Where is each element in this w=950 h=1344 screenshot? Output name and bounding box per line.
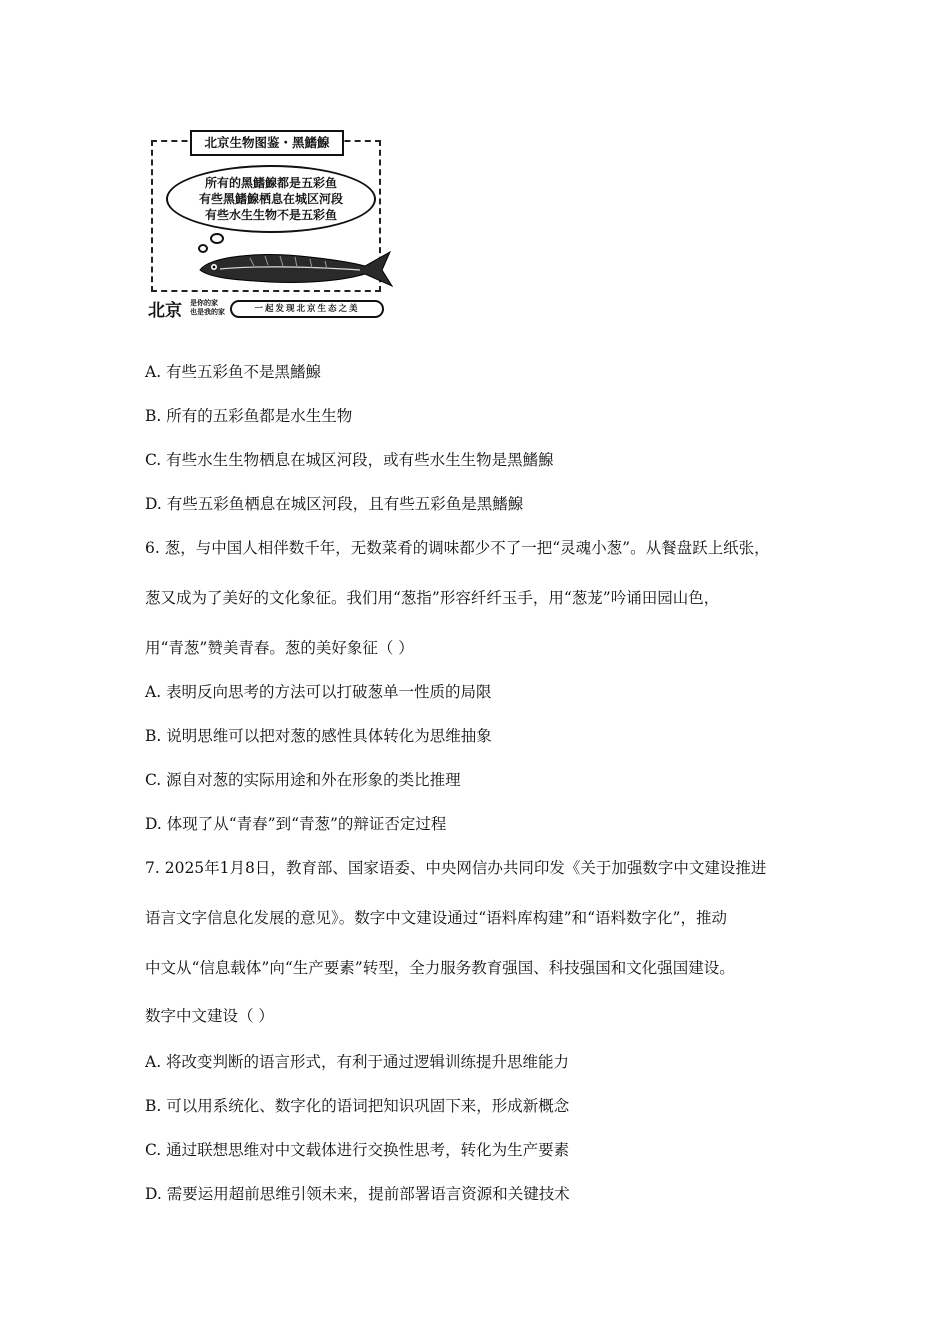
bubble-line-1: 所有的黑鰭鰁都是五彩鱼 <box>204 176 337 190</box>
footer-city: 北京 <box>148 301 182 321</box>
question-7-line-1: 7. 2025年1月8日，教育部、国家语委、中央网信办共同印发《关于加强数字中文建设推进 <box>145 859 767 877</box>
footer-small-2: 也是我的家 <box>190 308 225 316</box>
option-6a: A. 表明反向思考的方法可以打破葱单一性质的局限 <box>145 683 492 701</box>
footer-small-1: 是你的家 <box>190 299 218 307</box>
option-6b: B. 说明思维可以把对葱的感性具体转化为思维抽象 <box>145 727 492 745</box>
option-6c: C. 源自对葱的实际用途和外在形象的类比推理 <box>145 771 461 789</box>
bubble-line-2: 有些黑鰭鰁栖息在城区河段 <box>198 192 343 206</box>
fish-icon <box>190 242 395 292</box>
figure-title: 北京生物图鉴・黑鰭鰁 <box>190 130 344 156</box>
question-7-line-2: 语言文字信息化发展的意见》。数字中文建设通过“语料库构建”和“语料数字化”，推动 <box>145 909 727 927</box>
figure-footer <box>148 296 393 320</box>
question-7-line-4: 数字中文建设（ ） <box>145 1007 274 1025</box>
question-6-line-3: 用“青葱”赞美青春。葱的美好象征（ ） <box>145 639 414 657</box>
option-5b: B. 所有的五彩鱼都是水生生物 <box>145 407 353 425</box>
question-6-line-1: 6. 葱，与中国人相伴数千年，无数菜肴的调味都少不了一把“灵魂小葱”。从餐盘跃上纸张， <box>145 539 770 557</box>
option-7c: C. 通过联想思维对中文载体进行交换性思考，转化为生产要素 <box>145 1141 570 1159</box>
option-5d: D. 有些五彩鱼栖息在城区河段，且有些五彩鱼是黑鰭鰁 <box>145 495 524 513</box>
option-7d: D. 需要运用超前思维引领未来，提前部署语言资源和关键技术 <box>145 1185 570 1203</box>
thought-bubble <box>166 165 376 233</box>
footer-slogan: 一起发现北京生态之美 <box>230 300 384 318</box>
bubble-line-3: 有些水生生物不是五彩鱼 <box>204 208 337 222</box>
footer-small-text <box>190 299 225 317</box>
option-7b: B. 可以用系统化、数字化的语词把知识巩固下来，形成新概念 <box>145 1097 570 1115</box>
option-5a: A. 有些五彩鱼不是黑鰭鰁 <box>145 363 322 381</box>
question-7-line-3: 中文从“信息载体”向“生产要素”转型，全力服务教育强国、科技强国和文化强国建设。 <box>145 959 735 977</box>
option-6d: D. 体现了从“青春”到“青葱”的辩证否定过程 <box>145 815 447 833</box>
question-6-line-2: 葱又成为了美好的文化象征。我们用“葱指”形容纤纤玉手，用“葱茏”吟诵田园山色， <box>145 589 720 607</box>
option-5c: C. 有些水生生物栖息在城区河段，或有些水生生物是黑鰭鰁 <box>145 451 554 469</box>
fish-illustration <box>148 130 393 320</box>
option-7a: A. 将改变判断的语言形式，有利于通过逻辑训练提升思维能力 <box>145 1053 570 1071</box>
